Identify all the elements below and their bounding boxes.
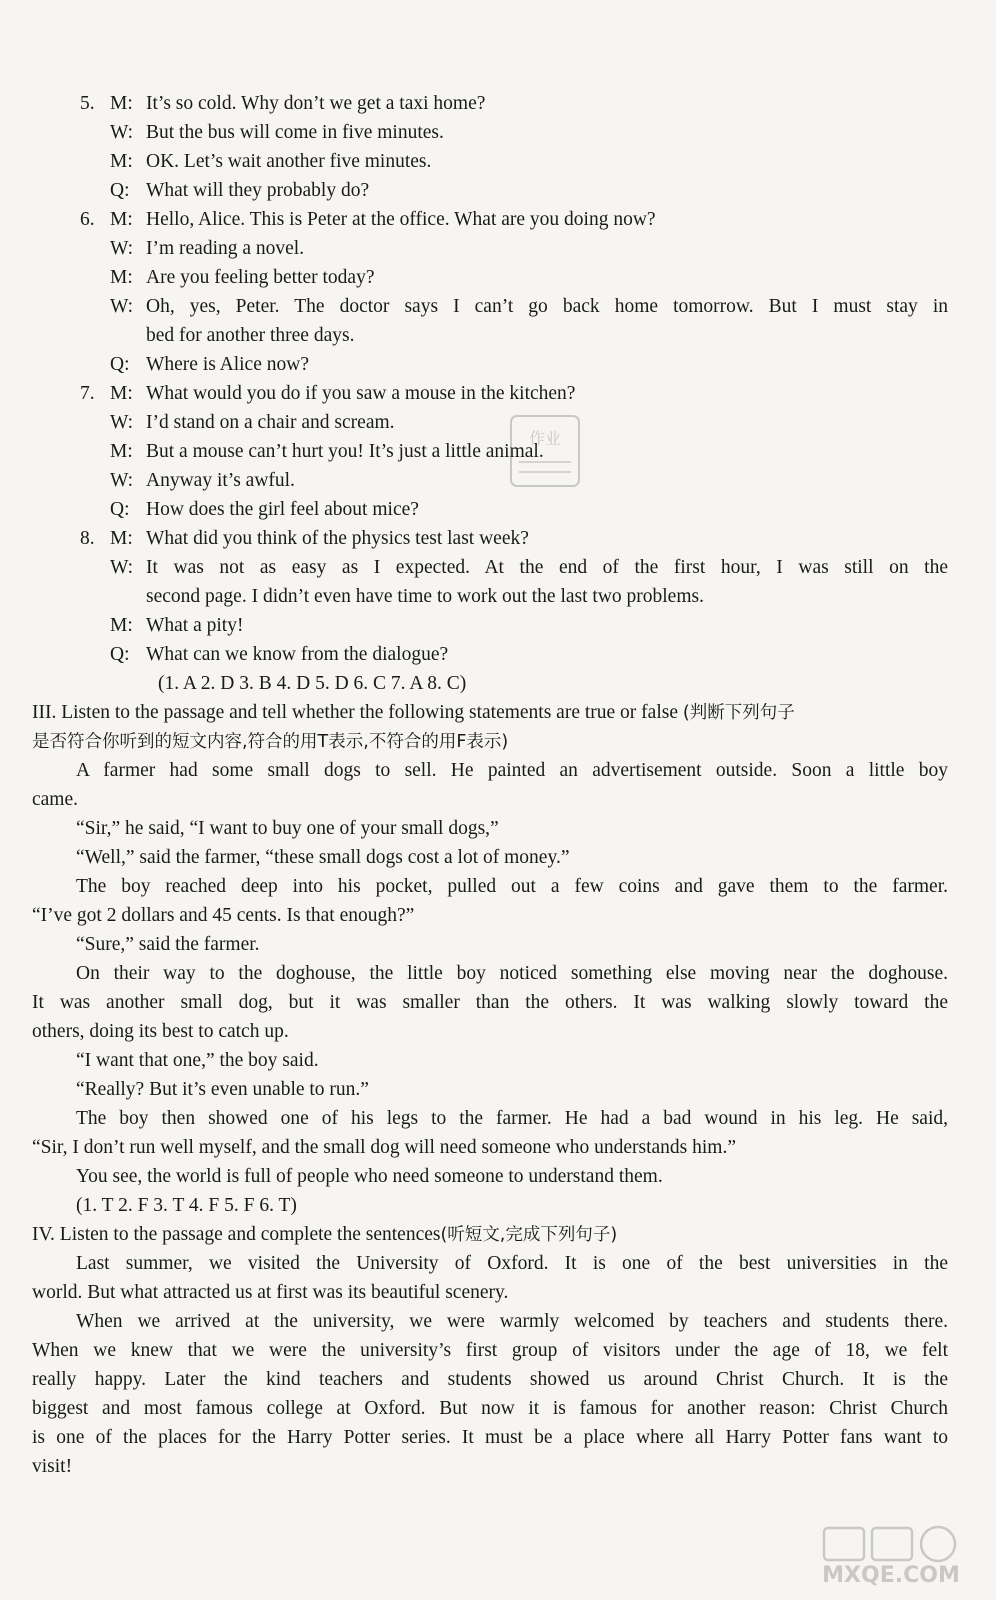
part-3-line-13: The boy then showed one of his legs to the farmer. He had a bad wound in his leg. He said, (76, 1108, 948, 1129)
dialogue-7-line-4: W: Anyway it’s awful. (110, 470, 295, 491)
svg-text:MXQE.COM: MXQE.COM (822, 1563, 960, 1588)
part-4-line-8: visit! (32, 1456, 73, 1477)
dialogue-8-line-1: 8. M: What did you think of the physics test last week? (80, 528, 529, 549)
dialogue-8-line-3: M: What a pity! (110, 615, 244, 636)
part-4-line-3: When we arrived at the university, we were warmly welcomed by teachers and students there. (76, 1311, 948, 1332)
stamp-mark (505, 410, 585, 492)
dialogue-7-line-2: W: I’d stand on a chair and scream. (110, 412, 395, 433)
svg-text:作业: 作业 (528, 429, 562, 448)
part-3-line-9: It was another small dog, but it was smaller than the others. It was walking slowly toward the (32, 992, 948, 1013)
part-4-line-6: biggest and most famous college at Oxford. But now it is famous for another reason: Christ Church (32, 1398, 948, 1419)
part-3-line-7: “Sure,” said the farmer. (76, 934, 260, 955)
part-3-line-1: A farmer had some small dogs to sell. He painted an advertisement outside. Soon a little boy (76, 760, 948, 781)
part-3-line-5: The boy reached deep into his pocket, pulled out a few coins and gave them to the farmer. (76, 876, 948, 897)
dialogue-7-line-3: M: But a mouse can’t hurt you! It’s just a little animal. (110, 441, 544, 462)
part-3-line-6: “I’ve got 2 dollars and 45 cents. Is that enough?” (32, 905, 415, 926)
dialogue-6-line-4-cont: bed for another three days. (146, 325, 355, 346)
dialogue-6-question: Q: Where is Alice now? (110, 354, 309, 375)
part-3-line-10: others, doing its best to catch up. (32, 1021, 289, 1042)
dialogue-5-line-3: M: OK. Let’s wait another five minutes. (110, 151, 432, 172)
part-3-heading: III. Listen to the passage and tell whether the following statements are true or false (判断下列句子 (32, 702, 795, 723)
answers-part-2: (1. A 2. D 3. B 4. D 5. D 6. C 7. A 8. C) (158, 673, 467, 694)
part-3-line-15: You see, the world is full of people who need someone to understand them. (76, 1166, 663, 1187)
dialogue-8-question: Q: What can we know from the dialogue? (110, 644, 449, 665)
part-3-line-8: On their way to the doghouse, the little boy noticed something else moving near the doghouse. (76, 963, 948, 984)
dialogue-7-question: Q: How does the girl feel about mice? (110, 499, 419, 520)
dialogue-7-line-1: 7. M: What would you do if you saw a mouse in the kitchen? (80, 383, 576, 404)
dialogue-6-line-3: M: Are you feeling better today? (110, 267, 375, 288)
dialogue-5-line-1: 5. M: It’s so cold. Why don’t we get a taxi home? (80, 93, 486, 114)
part-3-line-12: “Really? But it’s even unable to run.” (76, 1079, 369, 1100)
part-3-line-3: “Sir,” he said, “I want to buy one of your small dogs,” (76, 818, 499, 839)
part-4-line-1: Last summer, we visited the University of Oxford. It is one of the best universities in the (76, 1253, 948, 1274)
part-3-heading-cn: 是否符合你听到的短文内容,符合的用T表示,不符合的用F表示) (32, 732, 509, 752)
part-4-line-4: When we knew that we were the university’s first group of visitors under the age of 18, we felt (32, 1340, 948, 1361)
dialogue-6-line-1: 6. M: Hello, Alice. This is Peter at the office. What are you doing now? (80, 209, 656, 230)
part-4-line-2: world. But what attracted us at first was its beautiful scenery. (32, 1282, 509, 1303)
dialogue-6-line-4: W: Oh, yes, Peter. The doctor says I can’t go back home tomorrow. But I must stay in (110, 296, 948, 317)
part-3-line-4: “Well,” said the farmer, “these small dogs cost a lot of money.” (76, 847, 570, 868)
answers-part-3: (1. T 2. F 3. T 4. F 5. F 6. T) (76, 1195, 297, 1216)
dialogue-8-line-2: W: It was not as easy as I expected. At the end of the first hour, I was still on the (110, 557, 948, 578)
part-3-line-11: “I want that one,” the boy said. (76, 1050, 319, 1071)
part-4-heading: IV. Listen to the passage and complete the sentences(听短文,完成下列句子) (32, 1224, 618, 1245)
dialogue-5-question: Q: What will they probably do? (110, 180, 370, 201)
part-3-line-2: came. (32, 789, 79, 810)
part-4-line-5: really happy. Later the kind teachers and students showed us around Christ Church. It is the (32, 1369, 948, 1390)
part-4-line-7: is one of the places for the Harry Potter series. It must be a place where all Harry Potter fans want to (32, 1427, 948, 1448)
dialogue-5-line-2: W: But the bus will come in five minutes. (110, 122, 444, 143)
dialogue-8-line-2-cont: second page. I didn’t even have time to work out the last two problems. (146, 586, 704, 607)
site-watermark (806, 1522, 976, 1592)
dialogue-6-line-2: W: I’m reading a novel. (110, 238, 305, 259)
part-3-line-14: “Sir, I don’t run well myself, and the small dog will need someone who understands him.” (32, 1137, 736, 1158)
